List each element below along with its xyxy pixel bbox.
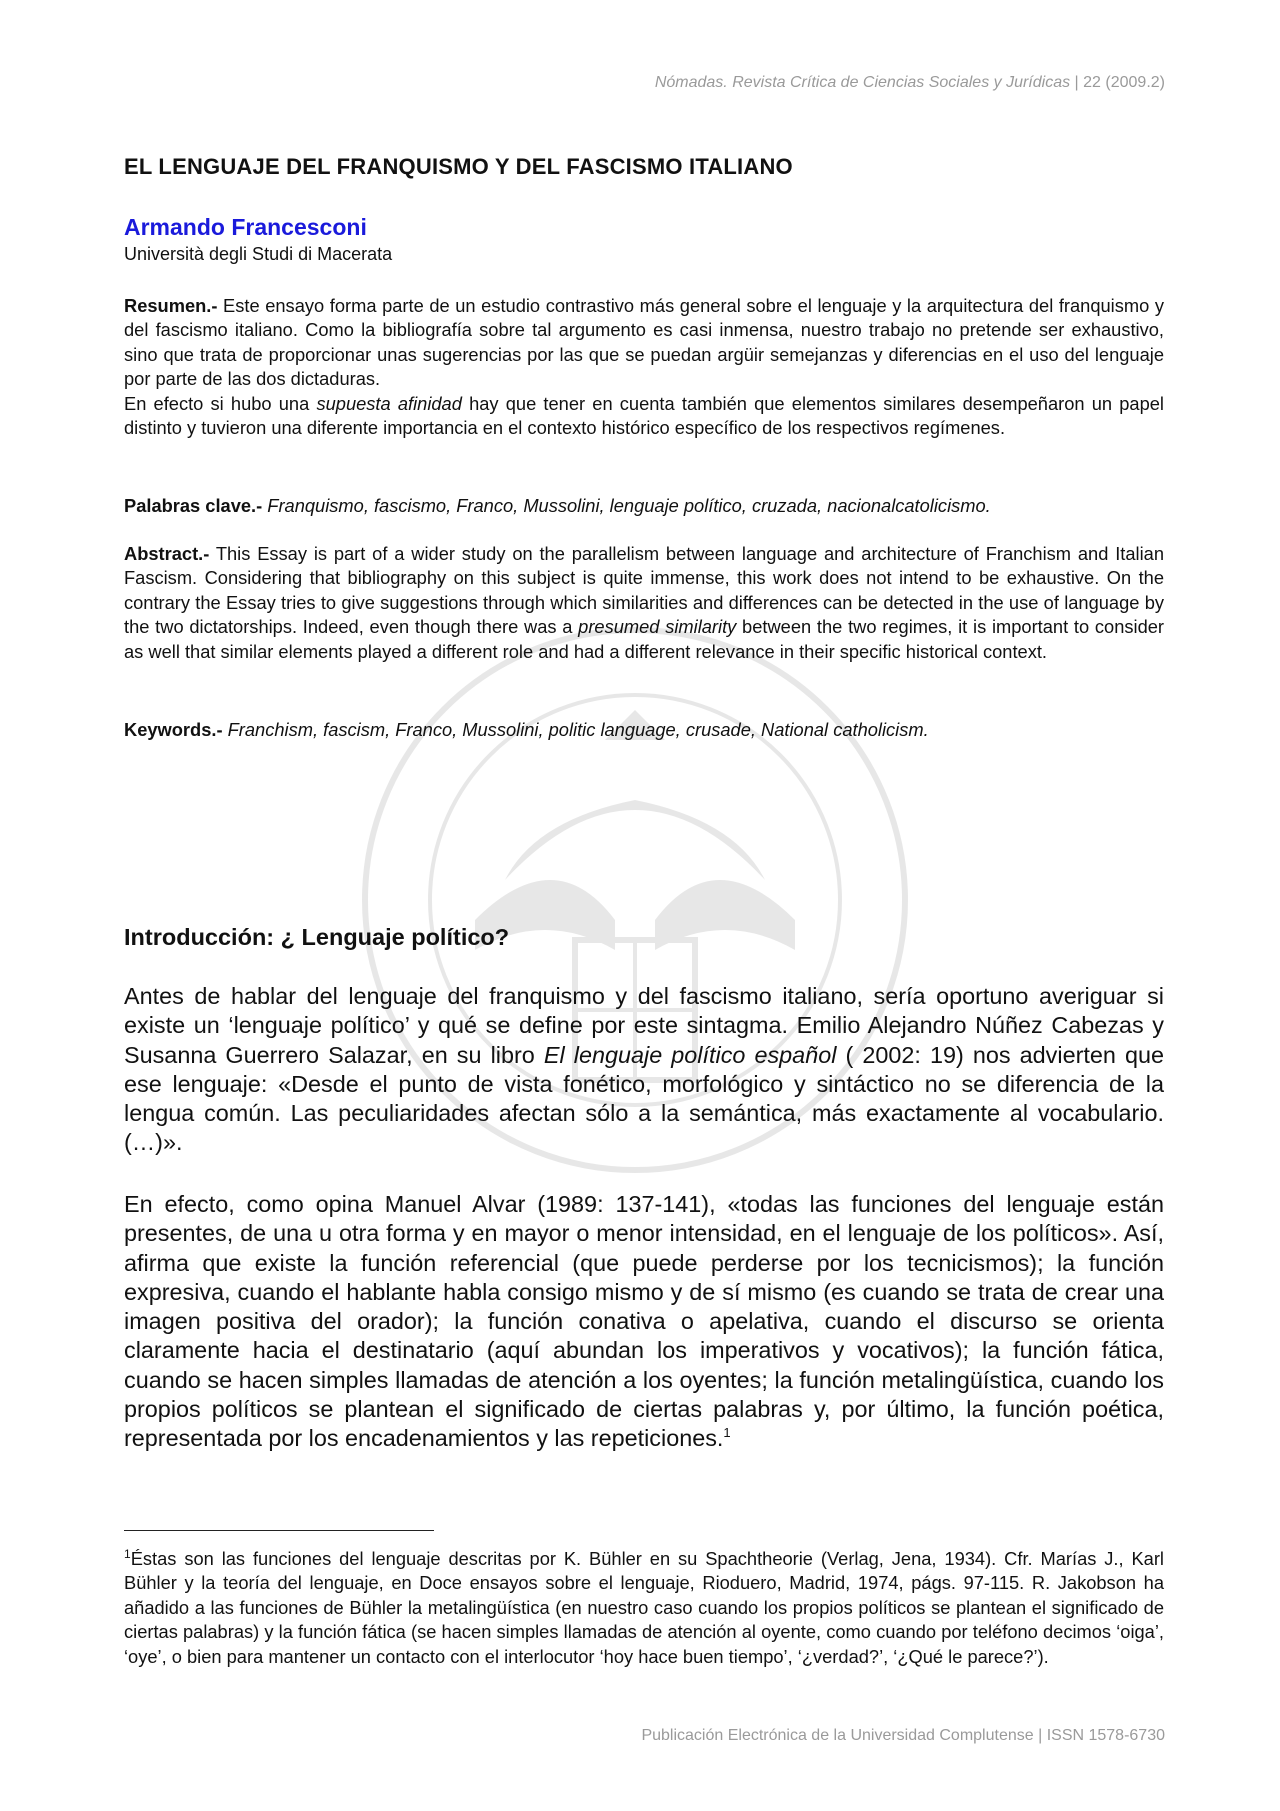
abstract-text-1: This Essay is part of a wider study on the parallelism between language and architecture of Franchism and Italian Fascism. Considering that bibliography on this subject is quite immense, this work does not intend to be exhaustive. On the contrary the Essay tries to give suggestions through which similarities and differences can be detected in the use of language by the two dictatorships. Indeed, even though there was a — [124, 543, 1164, 638]
resumen-text-1: Este ensayo forma parte de un estudio contrastivo más general sobre el lenguaje y la arquitectura del franquismo y del fascismo italiano. Como la bibliografía sobre tal argumento es casi inmensa, nuestro trabajo no pretende ser exhaustivo, sino que trata de proporcionar unas sugerencias por las que se puedan argüir semejanzas y diferencias en el uso del lenguaje por parte de las dos dictaduras. — [124, 295, 1164, 390]
article-title: EL LENGUAJE DEL FRANQUISMO Y DEL FASCISMO ITALIANO — [124, 154, 793, 179]
footnote-number: 1 — [124, 1546, 131, 1561]
abstract-block — [124, 542, 1164, 664]
palabras-clave-label: Palabras clave.- — [124, 495, 263, 516]
paragraph-1-text-1: Antes de hablar del lenguaje del franquismo y del fascismo italiano, sería oportuno averiguar si existe un ‘lenguaje político’ y qué se define por este sintagma. Emilio Alejandro Núñez Cabezas y Susanna Guerrero Salazar, en su libro — [124, 983, 1164, 1068]
resumen-text-2: En efecto si hubo una — [124, 392, 317, 414]
author-affiliation: Università degli Studi di Macerata — [124, 244, 393, 264]
abstract-emphasis: presumed similarity — [578, 616, 737, 638]
running-footer: Publicación Electrónica de la Universidad Complutense | ISSN 1578-6730 — [641, 1727, 1165, 1744]
resumen-text-3: hay que tener en cuenta también que elementos similares desempeñaron un papel distinto y tuvieron una diferente importancia en el contexto histórico específico de los respectivos regímenes. — [124, 392, 1164, 439]
resumen-label: Resumen.- — [124, 295, 218, 316]
body-paragraph-2 — [124, 1190, 1164, 1454]
book-title: El lenguaje político español — [543, 1041, 837, 1068]
paragraph-2-text: En efecto, como opina Manuel Alvar (1989: 137-141), «todas las funciones del lenguaje están presentes, de una u otra forma y en mayor o menor intensidad, en el lenguaje de los políticos». Así, afirma que existe la función referencial (que puede perderse por los tecnicismos); la función expresiva, cuando el hablante habla consigo mismo y de sí mismo (es cuando se trata de crear una imagen positiva del orador); la función conativa o apelativa, cuando el discurso se orienta claramente hacia el destinatario (aquí abundan los imperativos y vocativos); la función fática, cuando se hacen simples llamadas de atención a los oyentes; la función metalingüística, cuando los propios políticos se plantean el significado de ciertas palabras y, por último, la función poética, representada por los encadenamientos y las repeticiones. — [124, 1191, 1164, 1452]
palabras-clave-block — [124, 494, 1164, 518]
header-separator: | — [1070, 74, 1084, 91]
palabras-clave-text: Franquismo, fascismo, Franco, Mussolini, lenguaje político, cruzada, nacionalcatolicismo. — [262, 495, 991, 516]
running-header — [655, 74, 1165, 92]
footnote-divider — [124, 1530, 434, 1531]
body-paragraph-1 — [124, 982, 1164, 1158]
abstract-label: Abstract.- — [124, 543, 210, 564]
keywords-block — [124, 718, 1164, 742]
journal-name: Nómadas. Revista Crítica de Ciencias Sociales y Jurídicas — [654, 74, 1071, 91]
resumen-emphasis: supuesta afinidad — [316, 392, 462, 414]
resumen-block — [124, 294, 1164, 440]
section-heading: Introducción: ¿ Lenguaje político? — [124, 924, 510, 950]
abstract-text-2: between the two regimes, it is important to consider as well that similar elements played a different role and had a different relevance in their specific historical context. — [124, 616, 1164, 662]
author-name: Armando Francesconi — [124, 214, 367, 240]
keywords-text: Franchism, fascism, Franco, Mussolini, politic language, crusade, National catholicism. — [222, 719, 929, 740]
paragraph-1-text-2: ( 2002: 19) nos advierten que ese lenguaje: «Desde el punto de vista fonético, morfológico y sintáctico no se diferencia de la lengua común. Las peculiaridades afectan sólo a la semántica, más exactamente al vocabulario. (…)». — [124, 1041, 1165, 1156]
keywords-label: Keywords.- — [124, 719, 223, 740]
footnote — [124, 1547, 1164, 1669]
footnote-text: Éstas son las funciones del lenguaje descritas por K. Bühler en su Spachtheorie (Verlag, Jena, 1934). Cfr. Marías J., Karl Bühler y la teoría del lenguaje, en Doce ensayos sobre el lenguaje, Rioduero, Madrid, 1974, págs. 97-115. R. Jakobson ha añadido a las funciones de Bühler la metalingüística (en nuestro caso cuando los propios políticos se plantean el significado de ciertas palabras) y la función fática (se hacen simples llamadas de atención al oyente, como cuando por teléfono decimos ‘oiga’, ‘oye’, o bien para mantener un contacto con el interlocutor ‘hoy hace buen tiempo’, ‘¿verdad?’, ‘¿Qué le parece?’). — [124, 1548, 1164, 1667]
footnote-reference[interactable]: 1 — [723, 1425, 731, 1441]
journal-issue: 22 (2009.2) — [1083, 74, 1165, 91]
